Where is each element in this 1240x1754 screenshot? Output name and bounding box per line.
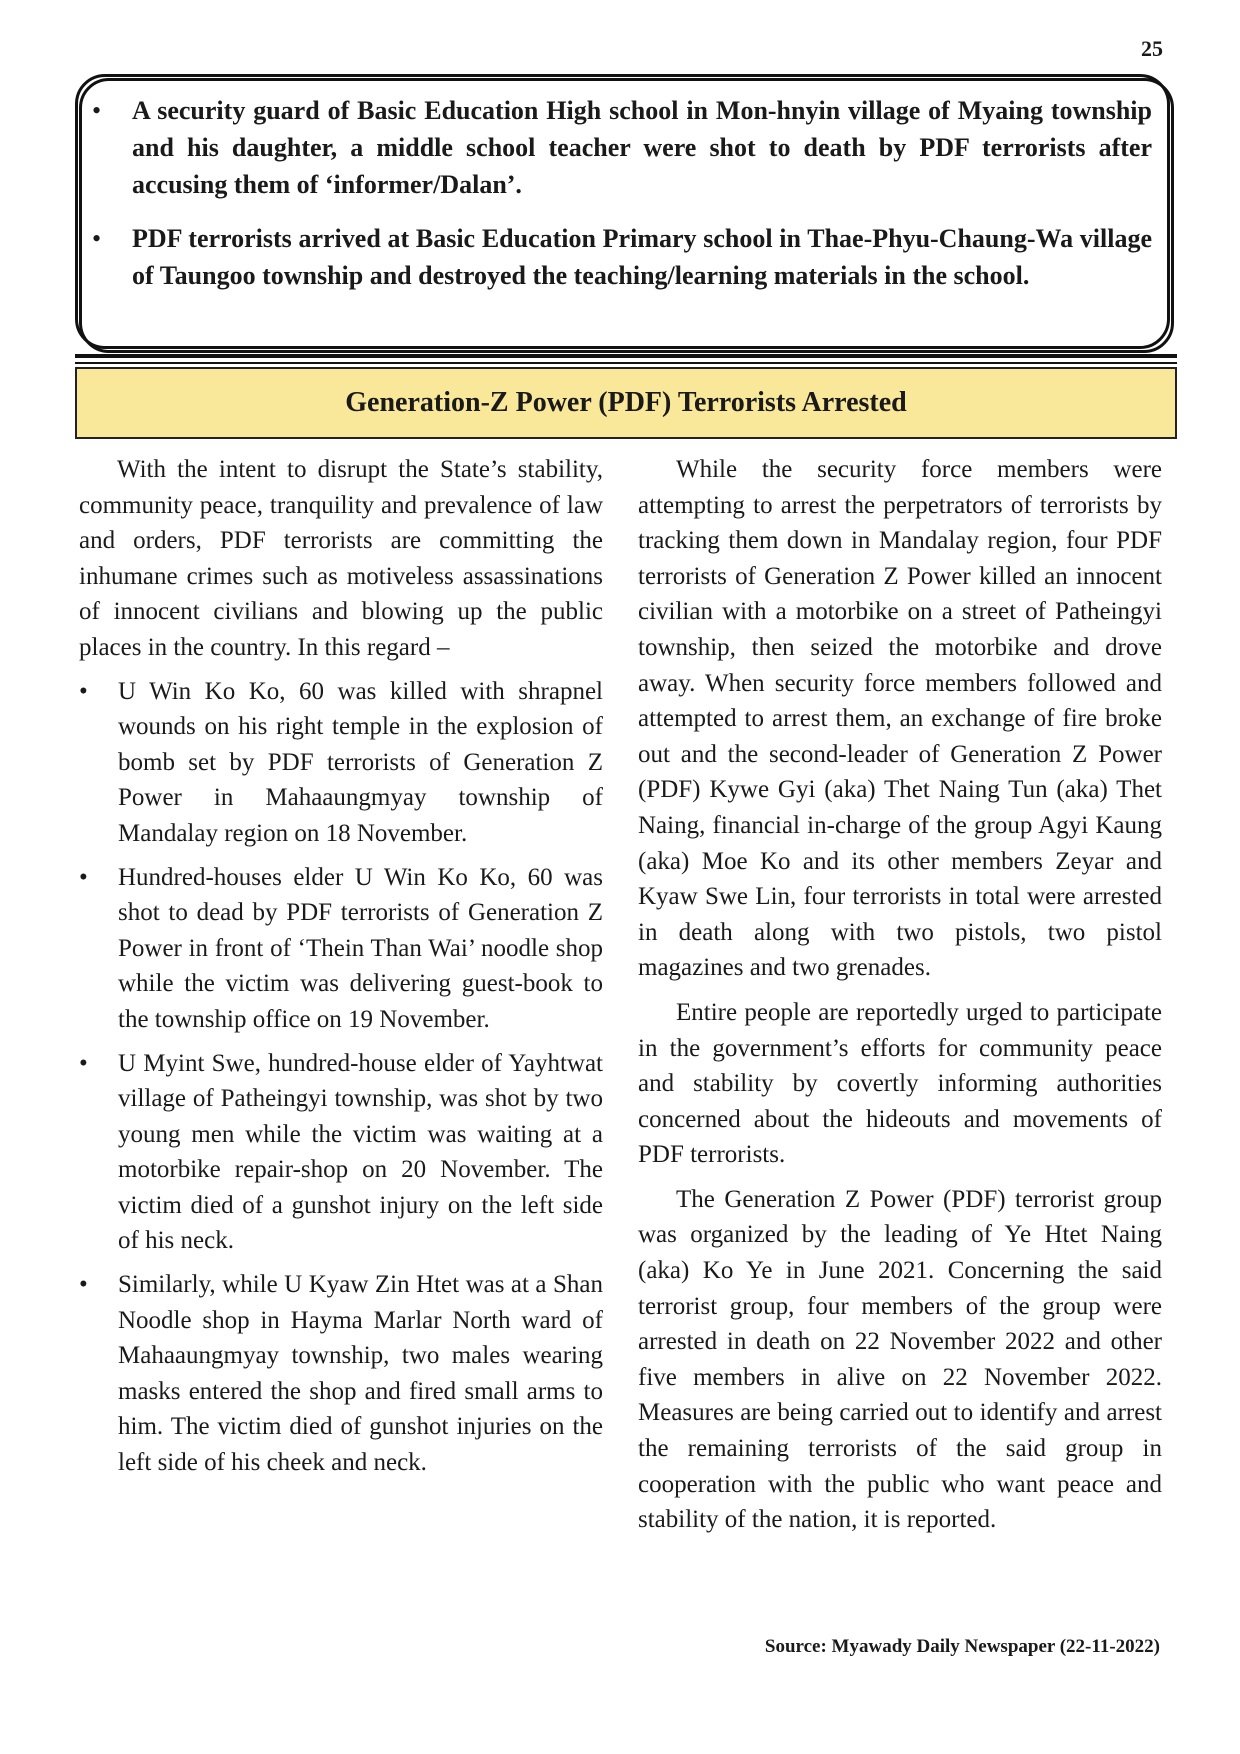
incident-list xyxy=(79,674,603,1481)
bullet-icon: • xyxy=(79,1271,88,1299)
bullet-icon: • xyxy=(92,96,102,125)
callout-item-text: PDF terrorists arrived at Basic Education Primary school in Thae-Phyu-Chaung-Wa village of Taungoo township and destroyed the teaching/learning materials in the school. xyxy=(132,224,1152,290)
body-paragraph: The Generation Z Power (PDF) terrorist group was organized by the leading of Ye Htet Naing (aka) Ko Ye in June 2021. Concerning the said terrorist group, four members of the group were arrested in death on 22 November 2022 and other five members in alive on 22 November 2022. Measures are being carried out to identify and arrest the remaining terrorists of the said group in cooperation with the public who want peace and stability of the nation, it is reported. xyxy=(638,1185,1162,1534)
list-item xyxy=(79,1267,603,1481)
bullet-icon: • xyxy=(79,677,88,705)
list-item xyxy=(79,1046,603,1260)
headline-banner xyxy=(75,367,1177,439)
bullet-icon: • xyxy=(79,1049,88,1077)
bullet-icon: • xyxy=(92,224,102,253)
list-item-text: U Myint Swe, hundred-house elder of Yayhtwat village of Patheingyi township, was shot by two young men while the victim was waiting at a motorbike repair-shop on 20 November. The victim died of a gunshot injury on the left side of his neck. xyxy=(118,1049,603,1255)
list-item xyxy=(79,674,603,852)
list-item-text: Hundred-houses elder U Win Ko Ko, 60 was shot to dead by PDF terrorists of Generation Z Power in front of ‘Thein Than Wai’ noodle shop while the victim was delivering guest-book to the township office on 19 November. xyxy=(118,863,603,1033)
list-item-text: Similarly, while U Kyaw Zin Htet was at a Shan Noodle shop in Hayma Marlar North ward of Mahaaungmyay township, two males wearing masks entered the shop and fired small arms to him. The victim died of gunshot injuries on the left side of his cheek and neck. xyxy=(118,1271,603,1477)
bullet-icon: • xyxy=(79,863,88,891)
body-paragraph: While the security force members were attempting to arrest the perpetrators of terrorists by tracking them down in Mandalay region, four PDF terrorists of Generation Z Power killed an innocent civilian with a motorbike on a street of Patheingyi township, then seized the motorbike and drove away. When security force members followed and attempted to arrest them, an exchange of fire broke out and the second-leader of Generation Z Power (PDF) Kywe Gyi (aka) Thet Naing Tun (aka) Thet Naing, financial in-charge of the group Agyi Kaung (aka) Moe Ko and its other members Zeyar and Kyaw Swe Lin, four terrorists in total were arrested in death along with two pistols, two pistol magazines and two grenades. xyxy=(638,456,1162,982)
callout-item xyxy=(92,92,1152,203)
callout-item xyxy=(92,220,1152,294)
divider-thick xyxy=(75,354,1177,358)
list-item xyxy=(79,860,603,1038)
body-paragraph: Entire people are reportedly urged to participate in the government’s efforts for community peace and stability by covertly informing authorities concerned about the hideouts and movements of PDF terrorists. xyxy=(638,998,1162,1169)
intro-paragraph: With the intent to disrupt the State’s stability, community peace, tranquility and prevalence of law and orders, PDF terrorists are committing the inhumane crimes such as motiveless assassinations of innocent civilians and blowing up the public places in the country. In this regard – xyxy=(79,456,603,661)
page-number: 25 xyxy=(1141,36,1163,61)
right-column xyxy=(638,452,1162,1547)
list-item-text: U Win Ko Ko, 60 was killed with shrapnel wounds on his right temple in the explosion of bomb set by PDF terrorists of Generation Z Power in Mahaaungmyay township of Mandalay region on 18 November. xyxy=(118,677,603,847)
headline-title: Generation-Z Power (PDF) Terrorists Arrested xyxy=(345,387,907,418)
callout-list xyxy=(92,92,1152,311)
source-credit: Source: Myawady Daily Newspaper (22-11-2022) xyxy=(764,1636,1160,1657)
left-column xyxy=(79,452,603,1489)
divider-thin xyxy=(75,362,1177,364)
callout-item-text: A security guard of Basic Education High school in Mon-hnyin village of Myaing township and his daughter, a middle school teacher were shot to death by PDF terrorists after accusing them of ‘informer/Dalan’. xyxy=(132,96,1152,199)
